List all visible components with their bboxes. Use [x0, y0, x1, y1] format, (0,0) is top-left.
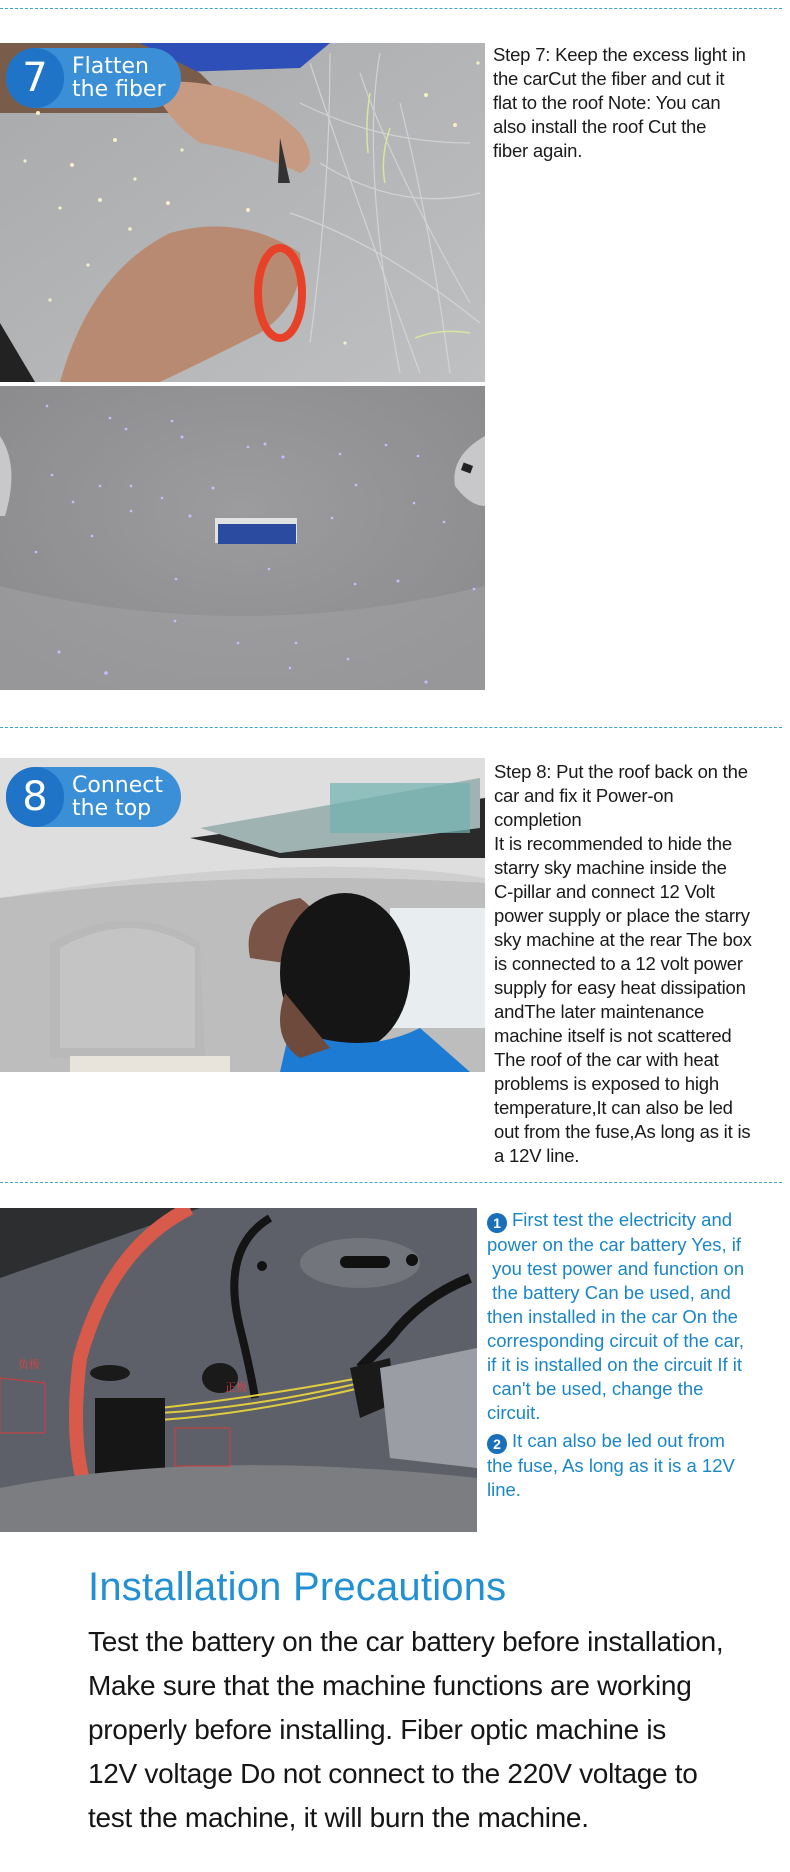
- step-8-line: problems is exposed to high: [494, 1073, 719, 1094]
- step-7-photo-starry-roof: [0, 386, 485, 690]
- wiring-item-line: if it is installed on the circuit If it: [487, 1354, 742, 1375]
- number-2-icon: 2: [487, 1434, 507, 1454]
- step-8-number: 8: [6, 767, 64, 827]
- step-7-line: fiber again.: [493, 140, 583, 161]
- step-8-line: andThe later maintenance: [494, 1001, 705, 1022]
- step-7-line: also install the roof Cut the: [493, 116, 707, 137]
- step-7-line: flat to the roof Note: You can: [493, 92, 721, 113]
- step-8-badge: [6, 767, 181, 827]
- precautions-line: test the machine, it will burn the machine.: [88, 1802, 589, 1833]
- wiring-item-line: corresponding circuit of the car,: [487, 1330, 745, 1351]
- step-8-title: [72, 774, 163, 820]
- step-7-title-line2: the fiber: [72, 77, 166, 102]
- wiring-item-line: the battery Can be used, and: [487, 1282, 731, 1303]
- precautions-line: 12V voltage Do not connect to the 220V voltage to: [88, 1758, 698, 1789]
- number-1-icon: 1: [487, 1213, 507, 1233]
- step-8-line: supply for easy heat dissipation: [494, 977, 746, 998]
- precautions-heading: Installation Precautions: [88, 1565, 507, 1609]
- step-8-line: sky machine at the rear The box: [494, 929, 752, 950]
- wiring-photo: [0, 1208, 477, 1532]
- starry-roof-image: [0, 386, 485, 690]
- step-8-line: Step 8: Put the roof back on the: [494, 761, 748, 782]
- wiring-item-text: First test the electricity and: [512, 1209, 733, 1230]
- step-8-title-line1: Connect: [72, 773, 163, 798]
- wiring-item-line: power on the car battery Yes, if: [487, 1234, 742, 1255]
- positive-terminal-label: 正极: [225, 1381, 247, 1394]
- step-8-line: out from the fuse,As long as it is: [494, 1121, 751, 1142]
- step-7-line: Step 7: Keep the excess light in: [493, 44, 746, 65]
- step-8-title-line2: the top: [72, 796, 152, 821]
- section-divider: [0, 1182, 782, 1183]
- wiring-item-line: can't be used, change the: [487, 1378, 704, 1399]
- wiring-item-text: It can also be led out from: [512, 1430, 725, 1451]
- step-8-line: car and fix it Power-on: [494, 785, 674, 806]
- step-7-number: 7: [6, 48, 64, 108]
- section-divider: [0, 8, 782, 9]
- wiring-item-line: then installed in the car On the: [487, 1306, 738, 1327]
- wiring-item-line: [487, 1429, 790, 1454]
- wiring-item-line: line.: [487, 1479, 521, 1500]
- step-7-title-line1: Flatten: [72, 54, 149, 79]
- step-8-line: C-pillar and connect 12 Volt: [494, 881, 715, 902]
- precautions-line: Test the battery on the car battery before installation,: [88, 1626, 724, 1657]
- wiring-item-line: you test power and function on: [487, 1258, 745, 1279]
- wiring-item-1: [487, 1208, 790, 1425]
- step-8-line: completion: [494, 809, 582, 830]
- precautions-line: Make sure that the machine functions are working: [88, 1670, 692, 1701]
- wiring-item-line: [487, 1208, 790, 1233]
- step-8-line: starry sky machine inside the: [494, 857, 727, 878]
- step-7-badge: [6, 48, 181, 108]
- step-8-line: temperature,It can also be led: [494, 1097, 733, 1118]
- wiring-item-line: the fuse, As long as it is a 12V: [487, 1455, 735, 1476]
- step-8-line: The roof of the car with heat: [494, 1049, 719, 1070]
- step-7-line: the carCut the fiber and cut it: [493, 68, 725, 89]
- section-divider: [0, 727, 782, 728]
- step-7-description: [493, 43, 788, 163]
- wiring-item-2: [487, 1429, 790, 1502]
- step-8-line: power supply or place the starry: [494, 905, 750, 926]
- precautions-body: [88, 1620, 788, 1840]
- step-8-line: a 12V line.: [494, 1145, 580, 1166]
- negative-terminal-label: 负极: [18, 1358, 40, 1371]
- wiring-instructions: [487, 1208, 790, 1502]
- wiring-item-line: circuit.: [487, 1402, 541, 1423]
- precautions-line: properly before installing. Fiber optic machine is: [88, 1714, 666, 1745]
- step-7-title: [72, 55, 166, 101]
- wiring-harness-image: [0, 1208, 477, 1532]
- step-8-description: [494, 760, 790, 1168]
- step-8-line: It is recommended to hide the: [494, 833, 732, 854]
- step-8-line: is connected to a 12 volt power: [494, 953, 743, 974]
- step-8-line: machine itself is not scattered: [494, 1025, 732, 1046]
